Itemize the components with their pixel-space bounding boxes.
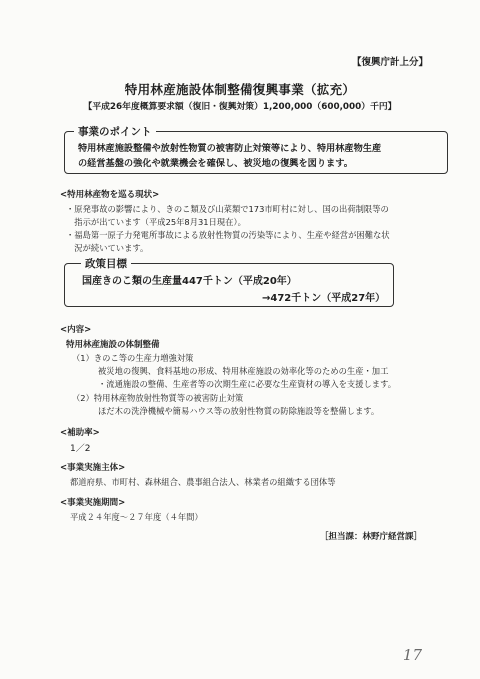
- budget-line: 【平成26年度概算要求額（復旧・復興対策）1,200,000（600,000）千円】: [83, 102, 397, 112]
- content-item-2-line: ほだ木の洗浄機械や簡易ハウス等の放射性物質の防除施設等を整備します。: [98, 406, 380, 416]
- goal-line-2: →472千トン（平成27年）: [262, 293, 386, 304]
- content-item-1-line-1: 被災地の復興、食料基地の形成、特用林産施設の効率化等のための生産・加工: [98, 366, 389, 376]
- status-line-1: ・原発事故の影響により、きのこ類及び山菜類で173市町村に対し、国の出荷制限等の: [66, 204, 389, 214]
- content-item-1-title: （1）きのこ等の生産力増強対策: [72, 353, 194, 363]
- point-line-2: の経営基盤の強化や就業機会を確保し、被災地の復興を図ります。: [78, 158, 353, 169]
- content-item-1-line-2: ・流通施設の整備、生産者等の次期生産に必要な生産資材の導入を支援します。: [98, 379, 397, 389]
- page-title: 特用林産施設体制整備復興事業（拡充）: [124, 82, 356, 97]
- contact-department: ［担当課：林野庁経営課］: [319, 532, 422, 542]
- reconstruction-agency-tag: 【復興庁計上分】: [351, 57, 428, 68]
- content-item-2-title: （2）特用林産物放射性物質等の被害防止対策: [72, 393, 244, 403]
- point-label: 事業のポイント: [74, 124, 156, 139]
- entity-heading: <事業実施主体>: [60, 463, 126, 473]
- period-heading: <事業実施期間>: [60, 498, 126, 508]
- content-heading: <内容>: [60, 325, 92, 335]
- period-value: 平成２４年度～２７年度（４年間）: [70, 512, 203, 522]
- status-heading: <特用林産物を巡る現状>: [60, 190, 160, 200]
- page-number: 17: [402, 646, 422, 664]
- subsidy-value: 1／2: [70, 444, 91, 454]
- point-line-1: 特用林産施設整備や放射性物質の被害防止対策等により、特用林産物生産: [78, 143, 382, 154]
- goal-line-1: 国産きのこ類の生産量447千トン（平成20年）: [82, 276, 297, 287]
- subsidy-heading: <補助率>: [60, 428, 100, 438]
- goal-label: 政策目標: [81, 256, 131, 271]
- status-line-2: 指示が出ています（平成25年8月31日現在）。: [66, 217, 246, 227]
- status-line-3: ・福島第一原子力発電所事故による放射性物質の汚染等により、生産や経営が困難な状: [66, 230, 390, 240]
- status-line-4: 況が続いています。: [66, 243, 149, 253]
- content-subheading: 特用林産施設の体制整備: [66, 340, 160, 350]
- entity-value: 都道府県、市町村、森林組合、農事組合法人、林業者の組織する団体等: [70, 477, 336, 487]
